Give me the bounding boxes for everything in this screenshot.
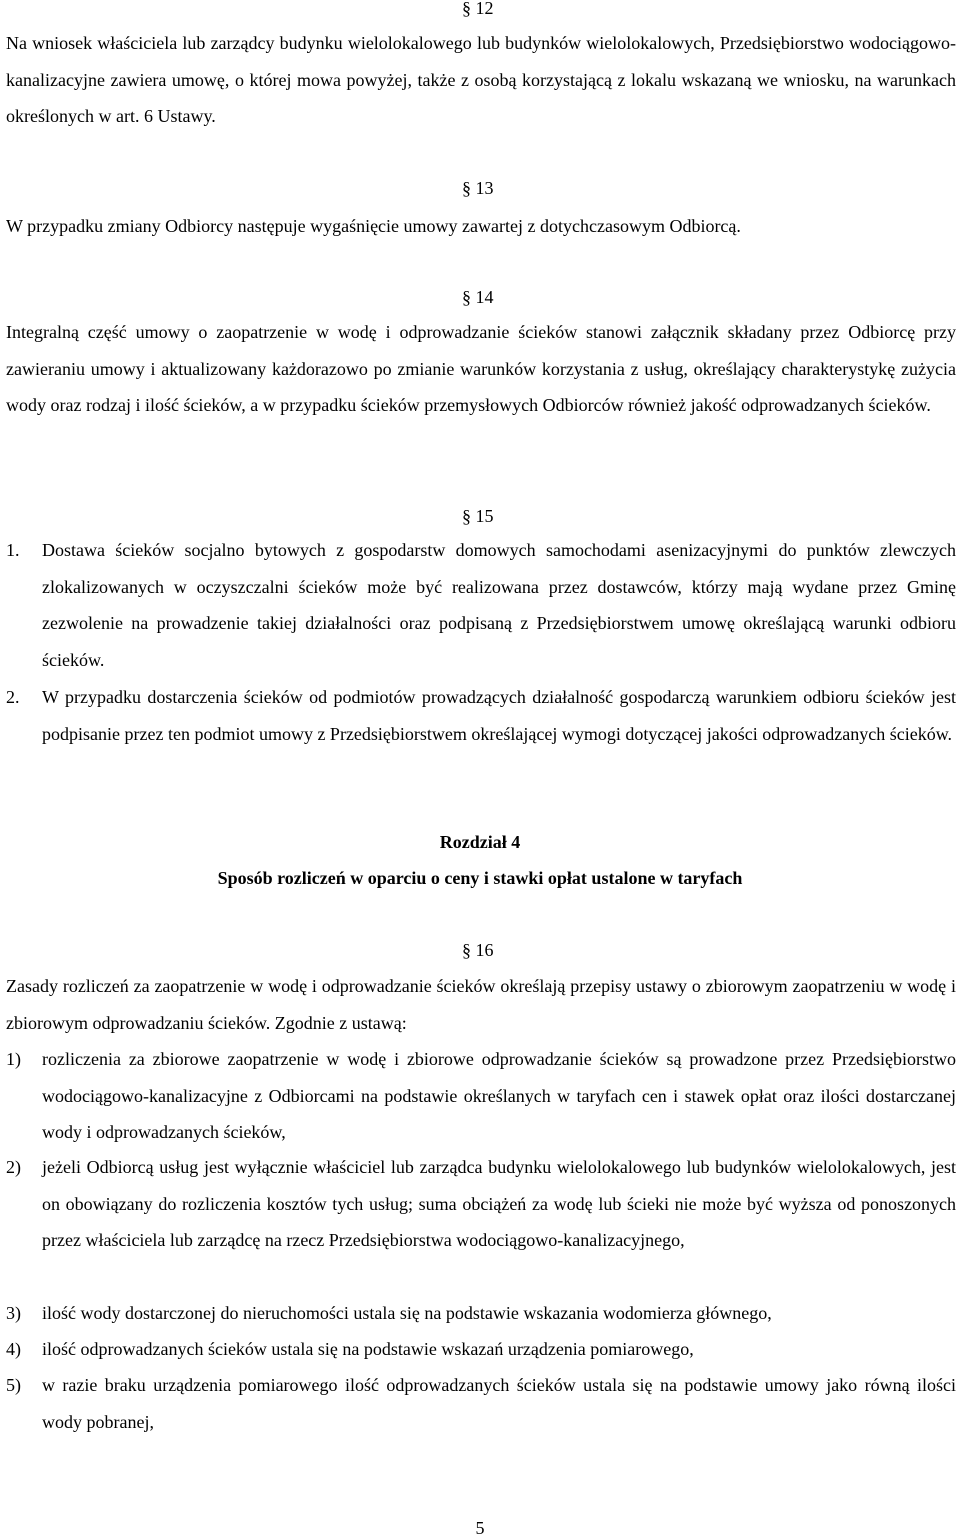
- section-13-text: W przypadku zmiany Odbiorcy następuje wygaśnięcie umowy zawartej z dotychczasowym Odbiorcą.: [6, 216, 741, 236]
- section-mark-13: § 13: [462, 178, 494, 198]
- section-16-intro: Zasady rozliczeń za zaopatrzenie w wodę i odprowadzanie ścieków określają przepisy ustawy o zbiorowym zaopatrzeniu w wodę i zbiorowym odprowadzaniu ścieków. Zgodnie z ustawą:: [6, 976, 956, 1033]
- section-mark-14: § 14: [462, 287, 494, 307]
- section-mark-16: § 16: [462, 940, 494, 960]
- section-mark-15: § 15: [462, 506, 494, 526]
- item-number: 2): [6, 1157, 21, 1177]
- section-mark-12: § 12: [462, 0, 494, 18]
- item-number: 1): [6, 1049, 21, 1069]
- item-number: 1.: [6, 540, 20, 560]
- section-15-item-1: [6, 532, 956, 678]
- item-text: W przypadku dostarczenia ścieków od podmiotów prowadzących działalność gospodarczą warunkiem odbioru ścieków jest podpisanie przez ten podmiot umowy z Przedsiębiorstwem określającej wymogi dotyczącej jakości odprowadzanych ścieków.: [42, 687, 956, 744]
- item-number: 4): [6, 1339, 21, 1359]
- item-number: 3): [6, 1303, 21, 1323]
- section-16-item-4: [6, 1331, 956, 1368]
- item-number: 2.: [6, 687, 20, 707]
- section-15-item-2: [6, 679, 956, 752]
- section-16-item-3: [6, 1295, 956, 1332]
- item-text: Dostawa ścieków socjalno bytowych z gospodarstw domowych samochodami asenizacyjnymi do punktów zlewczych zlokalizowanych w oczyszczalni ścieków może być realizowana przez dostawców, którzy mają wydane przez Gminę zezwolenie na prowadzenie takiej działalności oraz podpisaną z Przedsiębiorstwem umowę określającą warunki odbioru ścieków.: [42, 540, 956, 670]
- item-text: rozliczenia za zbiorowe zaopatrzenie w wodę i zbiorowe odprowadzanie ścieków są prowadzone przez Przedsiębiorstwo wodociągowo-kanalizacyjne z Odbiorcami na podstawie określanych w taryfach cen i stawek opłat oraz ilości dostarczanej wody i odprowadzanych ścieków,: [42, 1049, 956, 1142]
- item-text: w razie braku urządzenia pomiarowego ilość odprowadzanych ścieków ustala się na podstawie umowy jako równą ilości wody pobranej,: [42, 1375, 956, 1432]
- item-text: ilość odprowadzanych ścieków ustala się na podstawie wskazań urządzenia pomiarowego,: [42, 1339, 694, 1359]
- section-12-text: Na wniosek właściciela lub zarządcy budynku wielolokalowego lub budynków wielolokalowych, Przedsiębiorstwo wodociągowo-kanalizacyjne zawiera umowę, o której mowa powyżej, także z osobą korzystającą z lokalu wskazaną we wniosku, na warunkach określonych w art. 6 Ustawy.: [6, 33, 956, 126]
- page-number: 5: [475, 1518, 485, 1538]
- section-16-item-5: [6, 1367, 956, 1440]
- section-16-item-1: [6, 1041, 956, 1151]
- chapter-number: Rozdział 4: [439, 832, 521, 852]
- chapter-title: Sposób rozliczeń w oparciu o ceny i stawki opłat ustalone w taryfach: [217, 868, 743, 888]
- section-16-item-2: [6, 1149, 956, 1259]
- item-text: ilość wody dostarczonej do nieruchomości ustala się na podstawie wskazania wodomierza głównego,: [42, 1303, 772, 1323]
- section-14-text: Integralną część umowy o zaopatrzenie w wodę i odprowadzanie ścieków stanowi załącznik składany przez Odbiorcę przy zawieraniu umowy i aktualizowany każdorazowo po zmianie warunków korzystania z usług, określający charakterystykę zużycia wody oraz rodzaj i ilość ścieków, a w przypadku ścieków przemysłowych Odbiorców również jakość odprowadzanych ścieków.: [6, 322, 956, 415]
- item-text: jeżeli Odbiorcą usług jest wyłącznie właściciel lub zarządca budynku wielolokalowego lub budynków wielolokalowych, jest on obowiązany do rozliczenia kosztów tych usług; suma obciążeń za wodę lub ścieki nie może być wyższa od ponoszonych przez właściciela lub zarządcę na rzecz Przedsiębiorstwa wodociągowo-kanalizacyjnego,: [42, 1157, 956, 1250]
- item-number: 5): [6, 1375, 21, 1395]
